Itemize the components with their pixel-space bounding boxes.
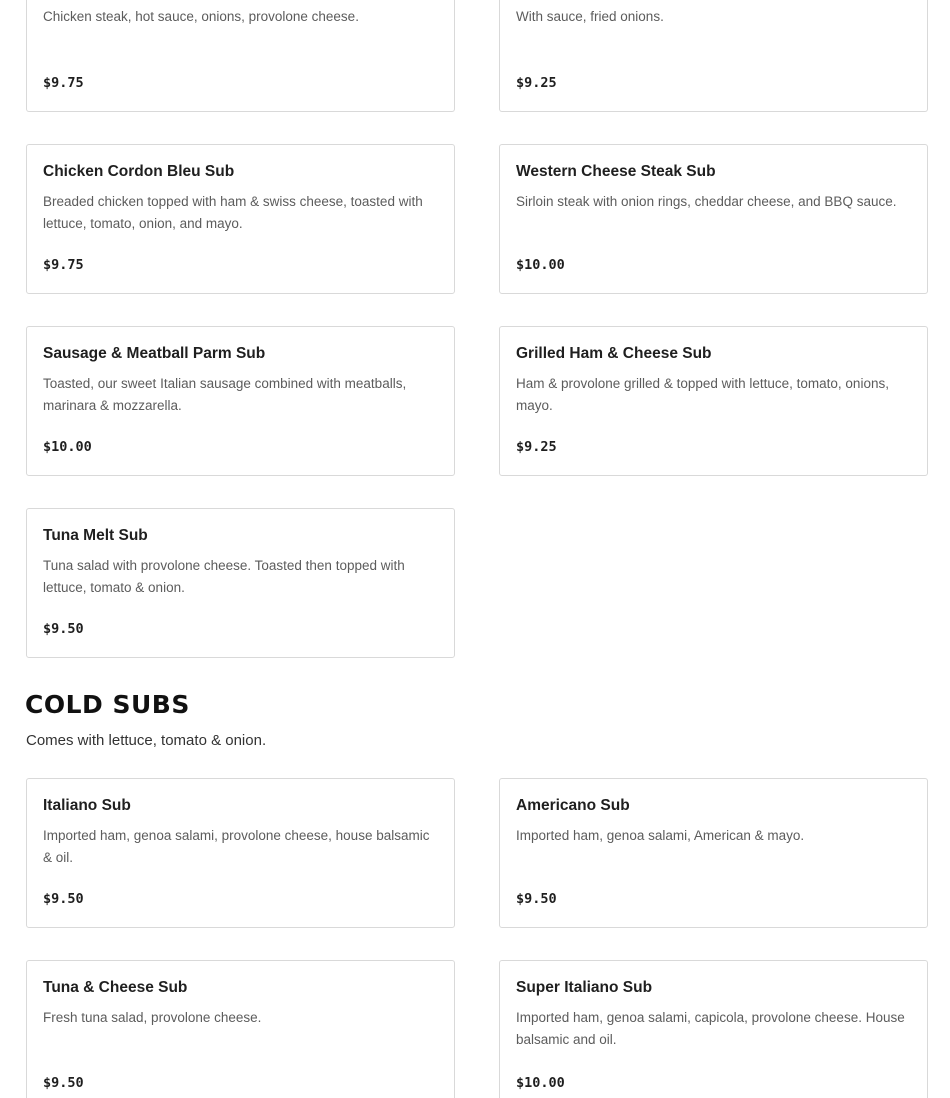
menu-item-name: Americano Sub bbox=[516, 797, 630, 814]
menu-item-price: $10.00 bbox=[43, 439, 92, 455]
menu-item-price: $9.50 bbox=[43, 1075, 84, 1091]
menu-item-card[interactable] bbox=[26, 778, 455, 928]
menu-item-card[interactable] bbox=[26, 144, 455, 294]
menu-item-name: Grilled Ham & Cheese Sub bbox=[516, 345, 712, 362]
section-subtitle: Comes with lettuce, tomato & onion. bbox=[26, 732, 267, 749]
menu-item-name: Super Italiano Sub bbox=[516, 979, 653, 996]
menu-item-description: Chicken steak, hot sauce, onions, provolone cheese. bbox=[43, 9, 359, 24]
menu-item-description: Fresh tuna salad, provolone cheese. bbox=[43, 1010, 262, 1025]
menu-item-name: Western Cheese Steak Sub bbox=[516, 163, 716, 180]
menu-item-price: $9.50 bbox=[43, 891, 84, 907]
menu-item-name: Tuna Melt Sub bbox=[43, 527, 148, 544]
menu-item-price: $9.75 bbox=[43, 75, 84, 91]
menu-item-description: Ham & provolone grilled & topped with lettuce, tomato, onions, mayo. bbox=[516, 376, 889, 413]
menu-item-name: Chicken Cordon Bleu Sub bbox=[43, 163, 235, 180]
menu-item-card[interactable] bbox=[26, 0, 455, 112]
menu-item-price: $9.50 bbox=[43, 621, 84, 637]
menu-item-price: $10.00 bbox=[516, 1075, 565, 1091]
menu-item-description: Imported ham, genoa salami, provolone cheese, house balsamic & oil. bbox=[43, 828, 430, 865]
menu-item-price: $9.25 bbox=[516, 75, 557, 91]
menu-item-description: Sirloin steak with onion rings, cheddar cheese, and BBQ sauce. bbox=[516, 194, 897, 209]
menu-item-card[interactable] bbox=[499, 778, 928, 928]
menu-item-card[interactable] bbox=[499, 144, 928, 294]
menu-item-card[interactable] bbox=[26, 326, 455, 476]
menu-item-description: Breaded chicken topped with ham & swiss cheese, toasted with lettuce, tomato, onion, and mayo. bbox=[43, 194, 423, 231]
menu-item-name: Sausage & Meatball Parm Sub bbox=[43, 345, 266, 362]
menu-item-description: Imported ham, genoa salami, capicola, provolone cheese. House balsamic and oil. bbox=[516, 1010, 905, 1047]
menu-item-description: Toasted, our sweet Italian sausage combined with meatballs, marinara & mozzarella. bbox=[43, 376, 407, 413]
menu-item-card[interactable] bbox=[499, 0, 928, 112]
section-title: COLD SUBS bbox=[25, 690, 190, 719]
menu-item-price: $9.50 bbox=[516, 891, 557, 907]
menu-item-card[interactable] bbox=[499, 960, 928, 1098]
menu-item-description: Imported ham, genoa salami, American & mayo. bbox=[516, 828, 805, 843]
menu-item-card[interactable] bbox=[26, 960, 455, 1098]
menu-item-price: $9.75 bbox=[43, 257, 84, 273]
menu-item-price: $9.25 bbox=[516, 439, 557, 455]
menu-item-price: $10.00 bbox=[516, 257, 565, 273]
menu-item-name: Tuna & Cheese Sub bbox=[43, 979, 188, 996]
menu-item-description: With sauce, fried onions. bbox=[516, 9, 664, 24]
menu-item-description: Tuna salad with provolone cheese. Toasted then topped with lettuce, tomato & onion. bbox=[43, 558, 405, 595]
menu-item-name: Italiano Sub bbox=[43, 797, 131, 814]
menu-item-card[interactable] bbox=[499, 326, 928, 476]
menu-item-card[interactable] bbox=[26, 508, 455, 658]
